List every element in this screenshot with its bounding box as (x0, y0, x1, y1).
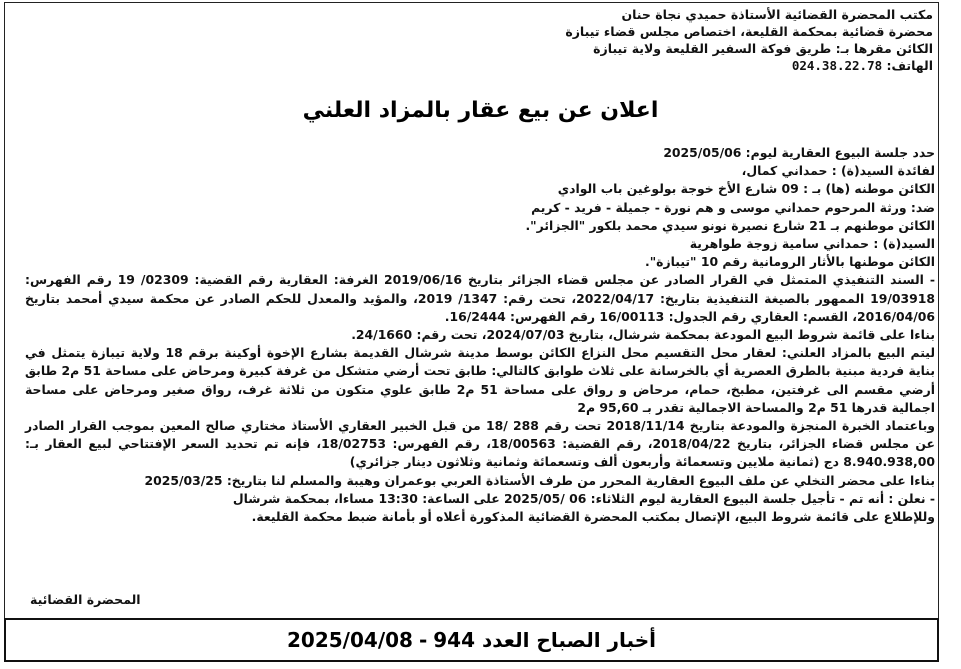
notice-body (25, 144, 935, 526)
body-line: الكائن موطنه (ها) بـ : 09 شارع الأخ خوجة بولوغين باب الوادي (557, 181, 935, 197)
office-phone (333, 57, 933, 74)
body-paragraph: وباعتماد الخبرة المنجزة والمودعة بتاريخ 2018/11/14 تحت رقم 288 /18 من قبل الخبير العقاري الأستاذ مختاري صالح المعين بموجب القرار الصادر عن مجلس قضاء الجزائر، بتاريخ 2018/04/22، رقم القضية: 18/00563، رقم الفهرس: 18/02753، فإنه تم تحديد السعر الإفتتاحي لبيع العقار بـ: 8.940.938,00 دج (ثمانية ملايين وتسعمائة وأربعون ألف وتسعمائة وثمانية وثلاثون دينار جزائري) (25, 418, 936, 470)
body-line: السيد(ة) : حمداني سامية زوجة طواهرية (689, 236, 935, 252)
body-paragraph: ليتم البيع بالمزاد العلني: لعقار محل التقسيم محل النزاع الكائن بوسط مدينة شرشال القديمة بشارع الإخوة أوكينة برقم 18 ولاية تيبازة يتمثل في بناية فردية مبنية بالطرق العصرية أي بالخرسانة على ثلاث طوابق كالتالي: طابق تحت أرضي متشكل من غرفة كبيرة ومرحاض على مساحة 51 م2 طابق أرضي مقسم الى غرفتين، مطبخ، حمام، مرحاض و رواق على مساحة 51 م2 طابق علوي متكون من ثلاثة غرف، رواق صغير ومرحاض على مساحة اجمالية قدرها 51 م2 والمساحة الاجمالية تقدر بـ 95,60 م2 (25, 345, 935, 415)
body-line: ضد: ورثة المرحوم حمداني موسى و هم نورة - جميلة - فريد - كريم (531, 199, 935, 215)
body-line: حدد جلسة البيوع العقارية ليوم: 2025/05/06 (663, 145, 935, 160)
body-line: الكائن موطنها بالأثار الرومانية رقم 10 "تيبازة". (645, 254, 935, 270)
phone-number: 024.38.22.78 (791, 58, 883, 73)
body-line: لفائدة السيد(ة) : حمداني كمال، (741, 163, 935, 179)
notice-title: اعلان عن بيع عقار بالمزاد العلني (302, 98, 659, 123)
office-line: مكتب المحضرة القضائية الأستاذة حميدي نجاة حنان (621, 7, 933, 22)
body-paragraph: - السند التنفيذي المتمثل في القرار الصادر عن مجلس قضاء الجزائر بتاريخ 2019/06/16 الغرفة: العقارية رقم القضية: 02309/ 19 رقم الفهرس: 19/03918 الممهور بالصيغة التنفيذية بتاريخ: 2022/04/17، تحت رقم: 1347/ 2019، والمؤيد والمعدل للحكم الصادر عن محكمة سيدي أمحمد بتاريخ 2016/04/06، القسم: العقاري رقم الجدول: 16/00113 رقم الفهرس: 16/2444. (25, 272, 936, 324)
newspaper-name: أخبار الصباح العدد 944 (433, 628, 656, 652)
office-line: محضرة قضائية بمحكمة القليعة، اختصاص مجلس قضاء تيبازة (565, 24, 933, 39)
phone-label: الهاتف: (886, 58, 933, 73)
newspaper-footer (4, 618, 939, 662)
office-header (333, 6, 933, 74)
body-paragraph: - نعلن : أنه تم - تأجيل جلسة البيوع العقارية ليوم الثلاثاء: 06 /2025/05 على الساعة: 13:30 مساءا، بمحكمة شرشال (232, 490, 935, 506)
office-line: الكائن مقرها بـ: طريق فوكة السفير القليعة ولاية تيبازة (593, 41, 933, 56)
body-line: الكائن موطنهم بـ 21 شارع نصيرة نونو سيدي محمد بلكور "الجزائر". (525, 217, 935, 233)
signature: المحضرة القضائية (30, 592, 141, 607)
body-paragraph: بناءا على محضر التخلي عن ملف البيوع العقارية المحرر من طرف الأستاذة العربي بوعمران وهيبة والمسلم لنا بتاريخ: 2025/03/25 (144, 472, 935, 488)
body-paragraph: بناءا على قائمة شروط البيع المودعة بمحكمة شرشال، بتاريخ 2024/07/03، تحت رقم: 24/1660. (351, 327, 935, 343)
separator: - (418, 628, 428, 652)
body-paragraph: وللإطلاع على قائمة شروط البيع، الإتصال بمكتب المحضرة القضائية المذكورة أعلاه أو بأمانة ضبط محكمة القليعة. (251, 509, 935, 525)
publication-date: 2025/04/08 (287, 628, 413, 652)
